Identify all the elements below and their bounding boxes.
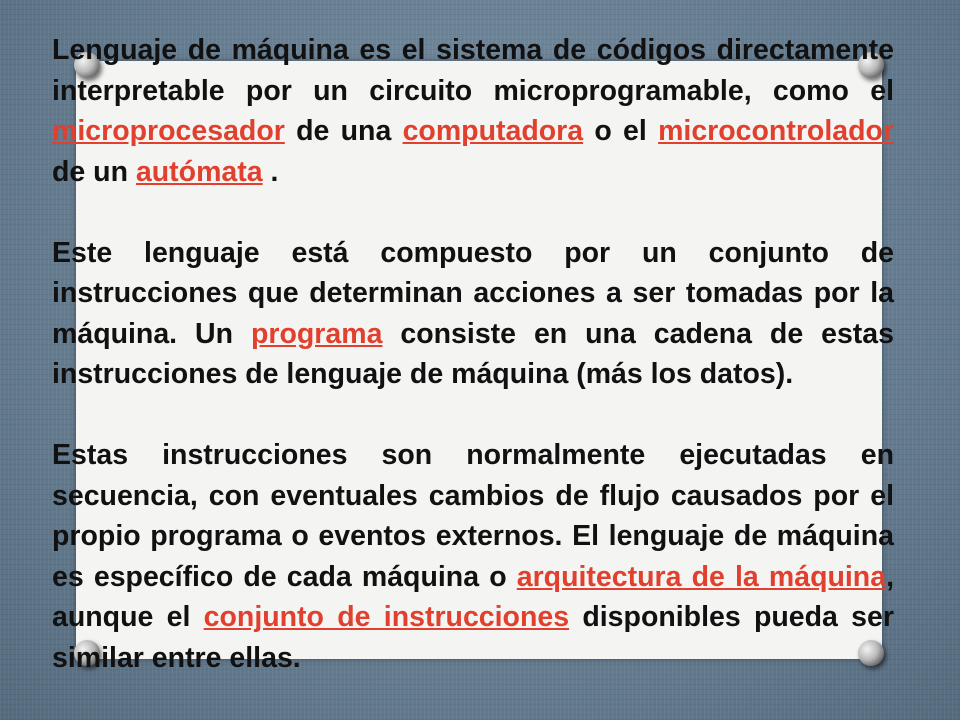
text: Lenguaje de máquina es el sistema de códigos directamente interpretable por un circuito microprogramable, como el xyxy=(52,34,894,107)
text: de una xyxy=(284,115,403,147)
text: disponibles pueda ser similar entre ellas. xyxy=(52,601,894,674)
text: Este lenguaje está compuesto por un conjunto de instrucciones que determinan acciones a ser tomadas por la máquina. Un xyxy=(52,236,894,350)
link-computadora[interactable]: computadora xyxy=(402,115,584,147)
slide-text xyxy=(52,30,894,678)
link-programa[interactable]: programa xyxy=(250,317,383,350)
text: consiste en una cadena de estas instrucciones de lenguaje de máquina (más los datos). xyxy=(52,317,895,390)
link-arquitectura[interactable]: arquitectura de la máquina xyxy=(516,560,887,593)
link-conjunto-instrucciones[interactable]: conjunto de instrucciones xyxy=(203,601,570,633)
link-microcontrolador[interactable]: microcontrolador xyxy=(658,115,895,147)
link-automata[interactable]: autómata xyxy=(135,155,263,188)
paragraph-1 xyxy=(52,30,894,192)
text: Estas instrucciones son normalmente ejecutadas en secuencia, con eventuales cambios de flujo causados por el propio programa o eventos externos. El lenguaje de máquina es específico de cada máquina o xyxy=(52,439,894,593)
text: , aunque el xyxy=(52,560,894,633)
text: o el xyxy=(583,115,659,147)
link-microprocesador[interactable]: microprocesador xyxy=(52,115,285,147)
text: de un xyxy=(52,155,136,188)
paragraph-3 xyxy=(52,435,894,678)
paragraph-2 xyxy=(52,233,894,395)
text: . xyxy=(262,155,279,188)
